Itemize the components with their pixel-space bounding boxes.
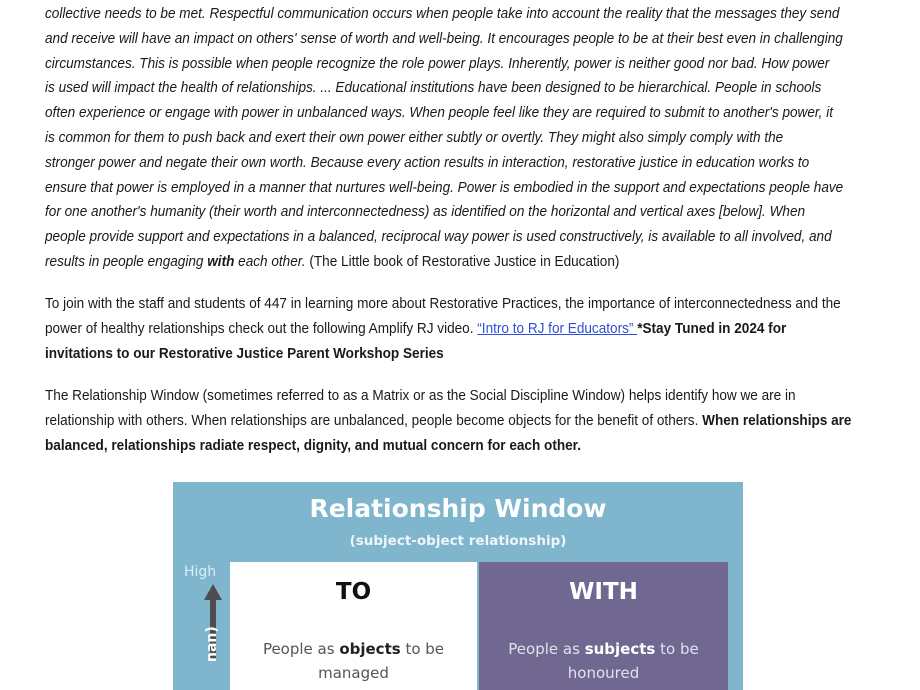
quote-text: results in people engaging <box>45 253 208 270</box>
cell-with <box>479 562 728 690</box>
cell-text: People as <box>508 640 585 658</box>
quote-line-last <box>45 250 875 275</box>
quote-line: people provide support and expectations in a balanced, reciprocal way power is used constructively, is available to all involved, and <box>45 229 832 246</box>
cell-text: to be managed <box>318 640 445 682</box>
paragraph-text: relationship with others. When relationships are unbalanced, people become objects for the benefit of others. <box>45 412 703 429</box>
quote-line: and receive will have an impact on others' sense of worth and well-being. It encourages people to be at their best even in challenging <box>45 30 843 47</box>
paragraph-line <box>45 317 875 342</box>
intro-to-rj-link[interactable]: “Intro to RJ for Educators” <box>477 320 638 337</box>
cell-bold-text: subjects <box>584 640 656 658</box>
cell-to-description <box>240 637 467 685</box>
stay-tuned-text: *Stay Tuned in 2024 for <box>637 320 787 337</box>
quote-emphasis: with <box>207 253 235 270</box>
cell-to <box>230 562 477 690</box>
quote-line: is common for them to push back and exert their own power either subtly or overtly. They might also simply comply with the <box>45 129 784 146</box>
cell-bold-text: objects <box>339 640 401 658</box>
quote-text: each other. <box>234 253 306 270</box>
cell-text: to be honoured <box>567 640 699 682</box>
video-paragraph <box>45 292 875 366</box>
cell-to-title: TO <box>335 579 372 605</box>
axis-high-label: High <box>184 564 217 580</box>
figure-subtitle: (subject-object relationship) <box>349 533 567 549</box>
figure-title: Relationship Window <box>309 494 607 523</box>
cell-with-title: WITH <box>569 579 638 605</box>
quote-line: ensure that power is employed in a manner that nurtures well-being. Power is embodied in the support and expectations people have <box>45 179 844 196</box>
cell-with-description <box>489 637 718 685</box>
relationship-window-figure <box>173 482 743 690</box>
paragraph-text: power of healthy relationships check out the following Amplify RJ video. <box>45 320 478 337</box>
vertical-axis-label: nan) <box>204 626 220 662</box>
quote-source: (The Little book of Restorative Justice in Education) <box>305 253 620 270</box>
paragraph-line: To join with the staff and students of 447 in learning more about Restorative Practices, the importance of interconnectedness and the <box>45 296 841 312</box>
quote-line: circumstances. This is possible when people recognize the role power plays. Inherently, power is neither good nor bad. How power <box>45 55 830 72</box>
quote-line: often experience or engage with power in unbalanced ways. When people feel like they are required to submit to another's power, it <box>45 105 834 122</box>
paragraph-bold-text: When relationships are <box>702 412 852 429</box>
quote-line: for one another's humanity (their worth and interconnectedness) as identified on the horizontal and vertical axes [below]. When <box>45 204 806 221</box>
paragraph-line: The Relationship Window (sometimes referred to as a Matrix or as the Social Discipline Window) helps identify how we are in <box>45 388 796 404</box>
quote-block <box>45 2 875 275</box>
quote-line: is used will impact the health of relationships. ... Educational institutions have been designed to be hierarchical. People in schools <box>45 80 822 97</box>
relationship-window-paragraph <box>45 384 875 458</box>
cell-text: People as <box>262 640 340 658</box>
quote-line: stronger power and negate their own worth. Because every action results in interaction, restorative justice in education works to <box>45 154 810 171</box>
paragraph-line <box>45 409 875 434</box>
workshop-series-text: invitations to our Restorative Justice Parent Workshop Series <box>45 345 444 362</box>
paragraph-bold-text: balanced, relationships radiate respect, dignity, and mutual concern for each other. <box>45 437 581 454</box>
quote-line: collective needs to be met. Respectful communication occurs when people take into account the reality that the messages they send <box>45 6 840 22</box>
